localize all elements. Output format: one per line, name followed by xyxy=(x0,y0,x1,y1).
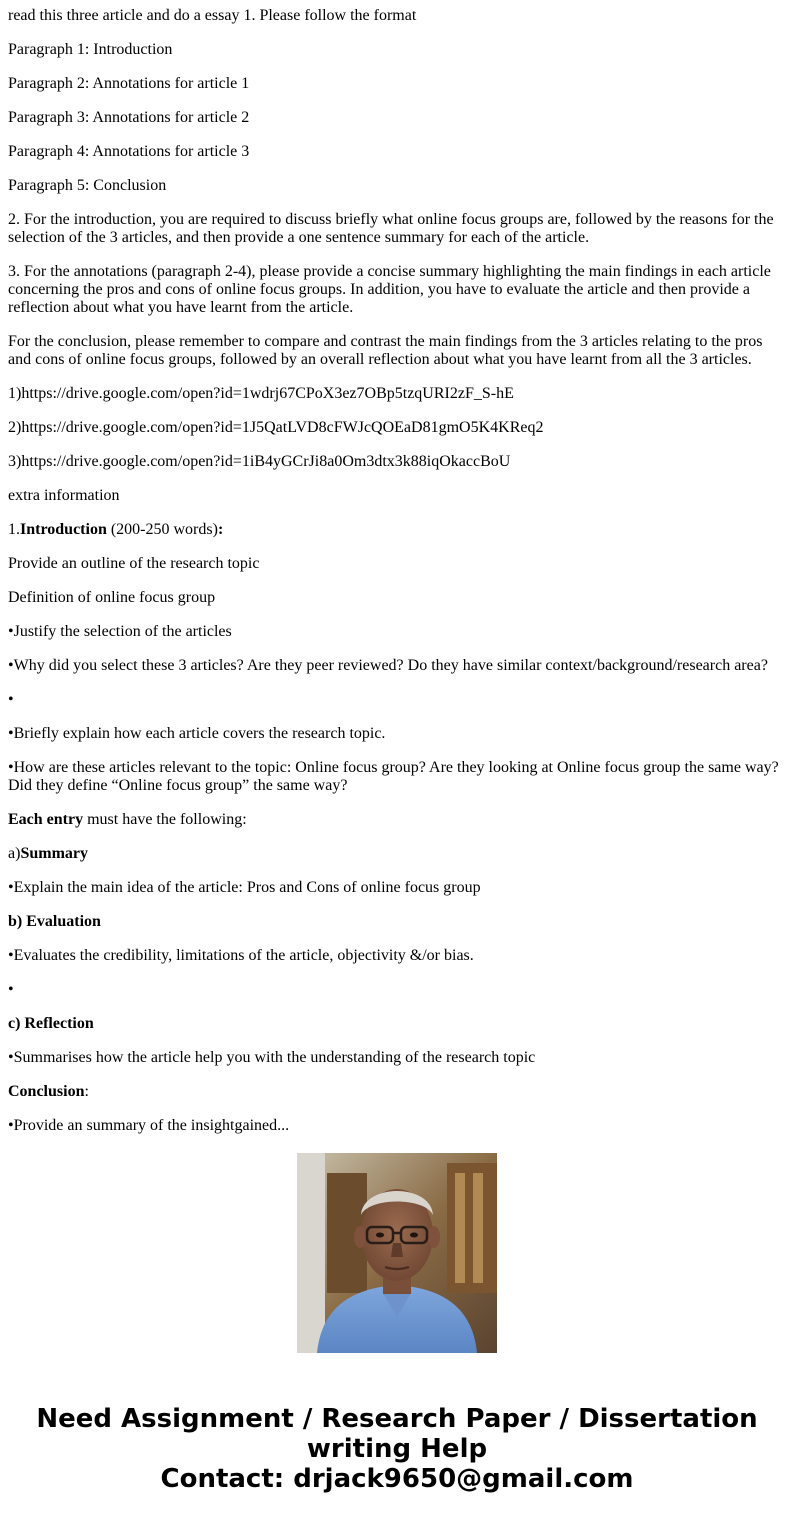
introduction-heading xyxy=(8,521,786,539)
summary-prefix: a) xyxy=(8,845,21,862)
evaluation-heading xyxy=(8,913,786,931)
instruction-annotations: 3. For the annotations (paragraph 2-4), please provide a concise summary highlighting the main findings in each article concerning the pros and cons of online focus groups. In addition, you have to evaluate the article and then provide a reflection about what you have learnt from the article. xyxy=(8,263,771,316)
format-item-4: Paragraph 4: Annotations for article 3 xyxy=(8,143,250,160)
summary-label: Summary xyxy=(20,845,88,862)
article-link-3: 3)https://drive.google.com/open?id=1iB4yGCrJi8a0Om3dtx3k88iqOkaccBoU xyxy=(8,453,511,470)
evaluation-detail: •Evaluates the credibility, limitations of the article, objectivity &/or bias. xyxy=(8,947,474,964)
relevance-bullet: •How are these articles relevant to the topic: Online focus group? Are they looking at Online focus group the same way? Did they define “Online focus group” the same way? xyxy=(8,759,779,794)
each-entry-line xyxy=(8,811,786,829)
conclusion-heading xyxy=(8,1083,786,1101)
reflection-label: c) Reflection xyxy=(8,1015,94,1032)
empty-bullet-2: • xyxy=(8,981,14,998)
reflection-heading xyxy=(8,1015,786,1033)
summary-detail: •Explain the main idea of the article: Pros and Cons of online focus group xyxy=(8,879,481,896)
summary-heading xyxy=(8,845,786,863)
reflection-detail: •Summarises how the article help you with the understanding of the research topic xyxy=(8,1049,536,1066)
introduction-label: Introduction xyxy=(20,521,107,538)
promo-line-2: writing Help xyxy=(306,1434,488,1464)
instruction-introduction: 2. For the introduction, you are required to discuss briefly what online focus groups are, followed by the reasons for the selection of the 3 articles, and then provide a one sentence summary for each of the article. xyxy=(8,211,774,246)
instruction-conclusion: For the conclusion, please remember to compare and contrast the main findings from the 3 articles relating to the pros and cons of online focus groups, followed by an overall reflection about what you have learnt from all the 3 articles. xyxy=(8,333,763,368)
document-body xyxy=(8,0,786,1134)
article-link-2: 2)https://drive.google.com/open?id=1J5QatLVD8cFWJcQOEaD81gmO5K4KReq2 xyxy=(8,419,544,436)
conclusion-label: Conclusion xyxy=(8,1083,85,1100)
avatar-portrait-image xyxy=(297,1153,497,1353)
introduction-number: 1. xyxy=(8,521,20,538)
extra-info-heading: extra information xyxy=(8,487,120,504)
outline-line: Provide an outline of the research topic xyxy=(8,555,260,572)
each-entry-label: Each entry xyxy=(8,811,84,828)
introduction-word-count: (200-250 words) xyxy=(106,521,218,538)
format-item-1: Paragraph 1: Introduction xyxy=(8,41,173,58)
each-entry-rest: must have the following: xyxy=(83,811,247,828)
format-item-5: Paragraph 5: Conclusion xyxy=(8,177,167,194)
evaluation-label: b) Evaluation xyxy=(8,913,101,930)
avatar xyxy=(297,1153,497,1353)
briefly-explain-bullet: •Briefly explain how each article covers the research topic. xyxy=(8,725,386,742)
justify-bullet: •Justify the selection of the articles xyxy=(8,623,232,640)
promo-line-1: Need Assignment / Research Paper / Dissertation xyxy=(36,1404,758,1434)
promo-banner xyxy=(0,1404,794,1494)
format-item-3: Paragraph 3: Annotations for article 2 xyxy=(8,109,250,126)
definition-line: Definition of online focus group xyxy=(8,589,216,606)
why-select-bullet: •Why did you select these 3 articles? Are they peer reviewed? Do they have similar context/background/research area? xyxy=(8,657,768,674)
cut-off-line: •Provide an summary of the insightgained... xyxy=(8,1117,290,1134)
introduction-colon: : xyxy=(217,521,224,538)
intro-line: read this three article and do a essay 1. Please follow the format xyxy=(8,7,417,24)
promo-contact: Contact: drjack9650@gmail.com xyxy=(160,1464,634,1494)
conclusion-colon: : xyxy=(84,1083,89,1100)
article-link-1: 1)https://drive.google.com/open?id=1wdrj67CPoX3ez7OBp5tzqURI2zF_S-hE xyxy=(8,385,514,402)
empty-bullet-1: • xyxy=(8,691,14,708)
format-item-2: Paragraph 2: Annotations for article 1 xyxy=(8,75,250,92)
